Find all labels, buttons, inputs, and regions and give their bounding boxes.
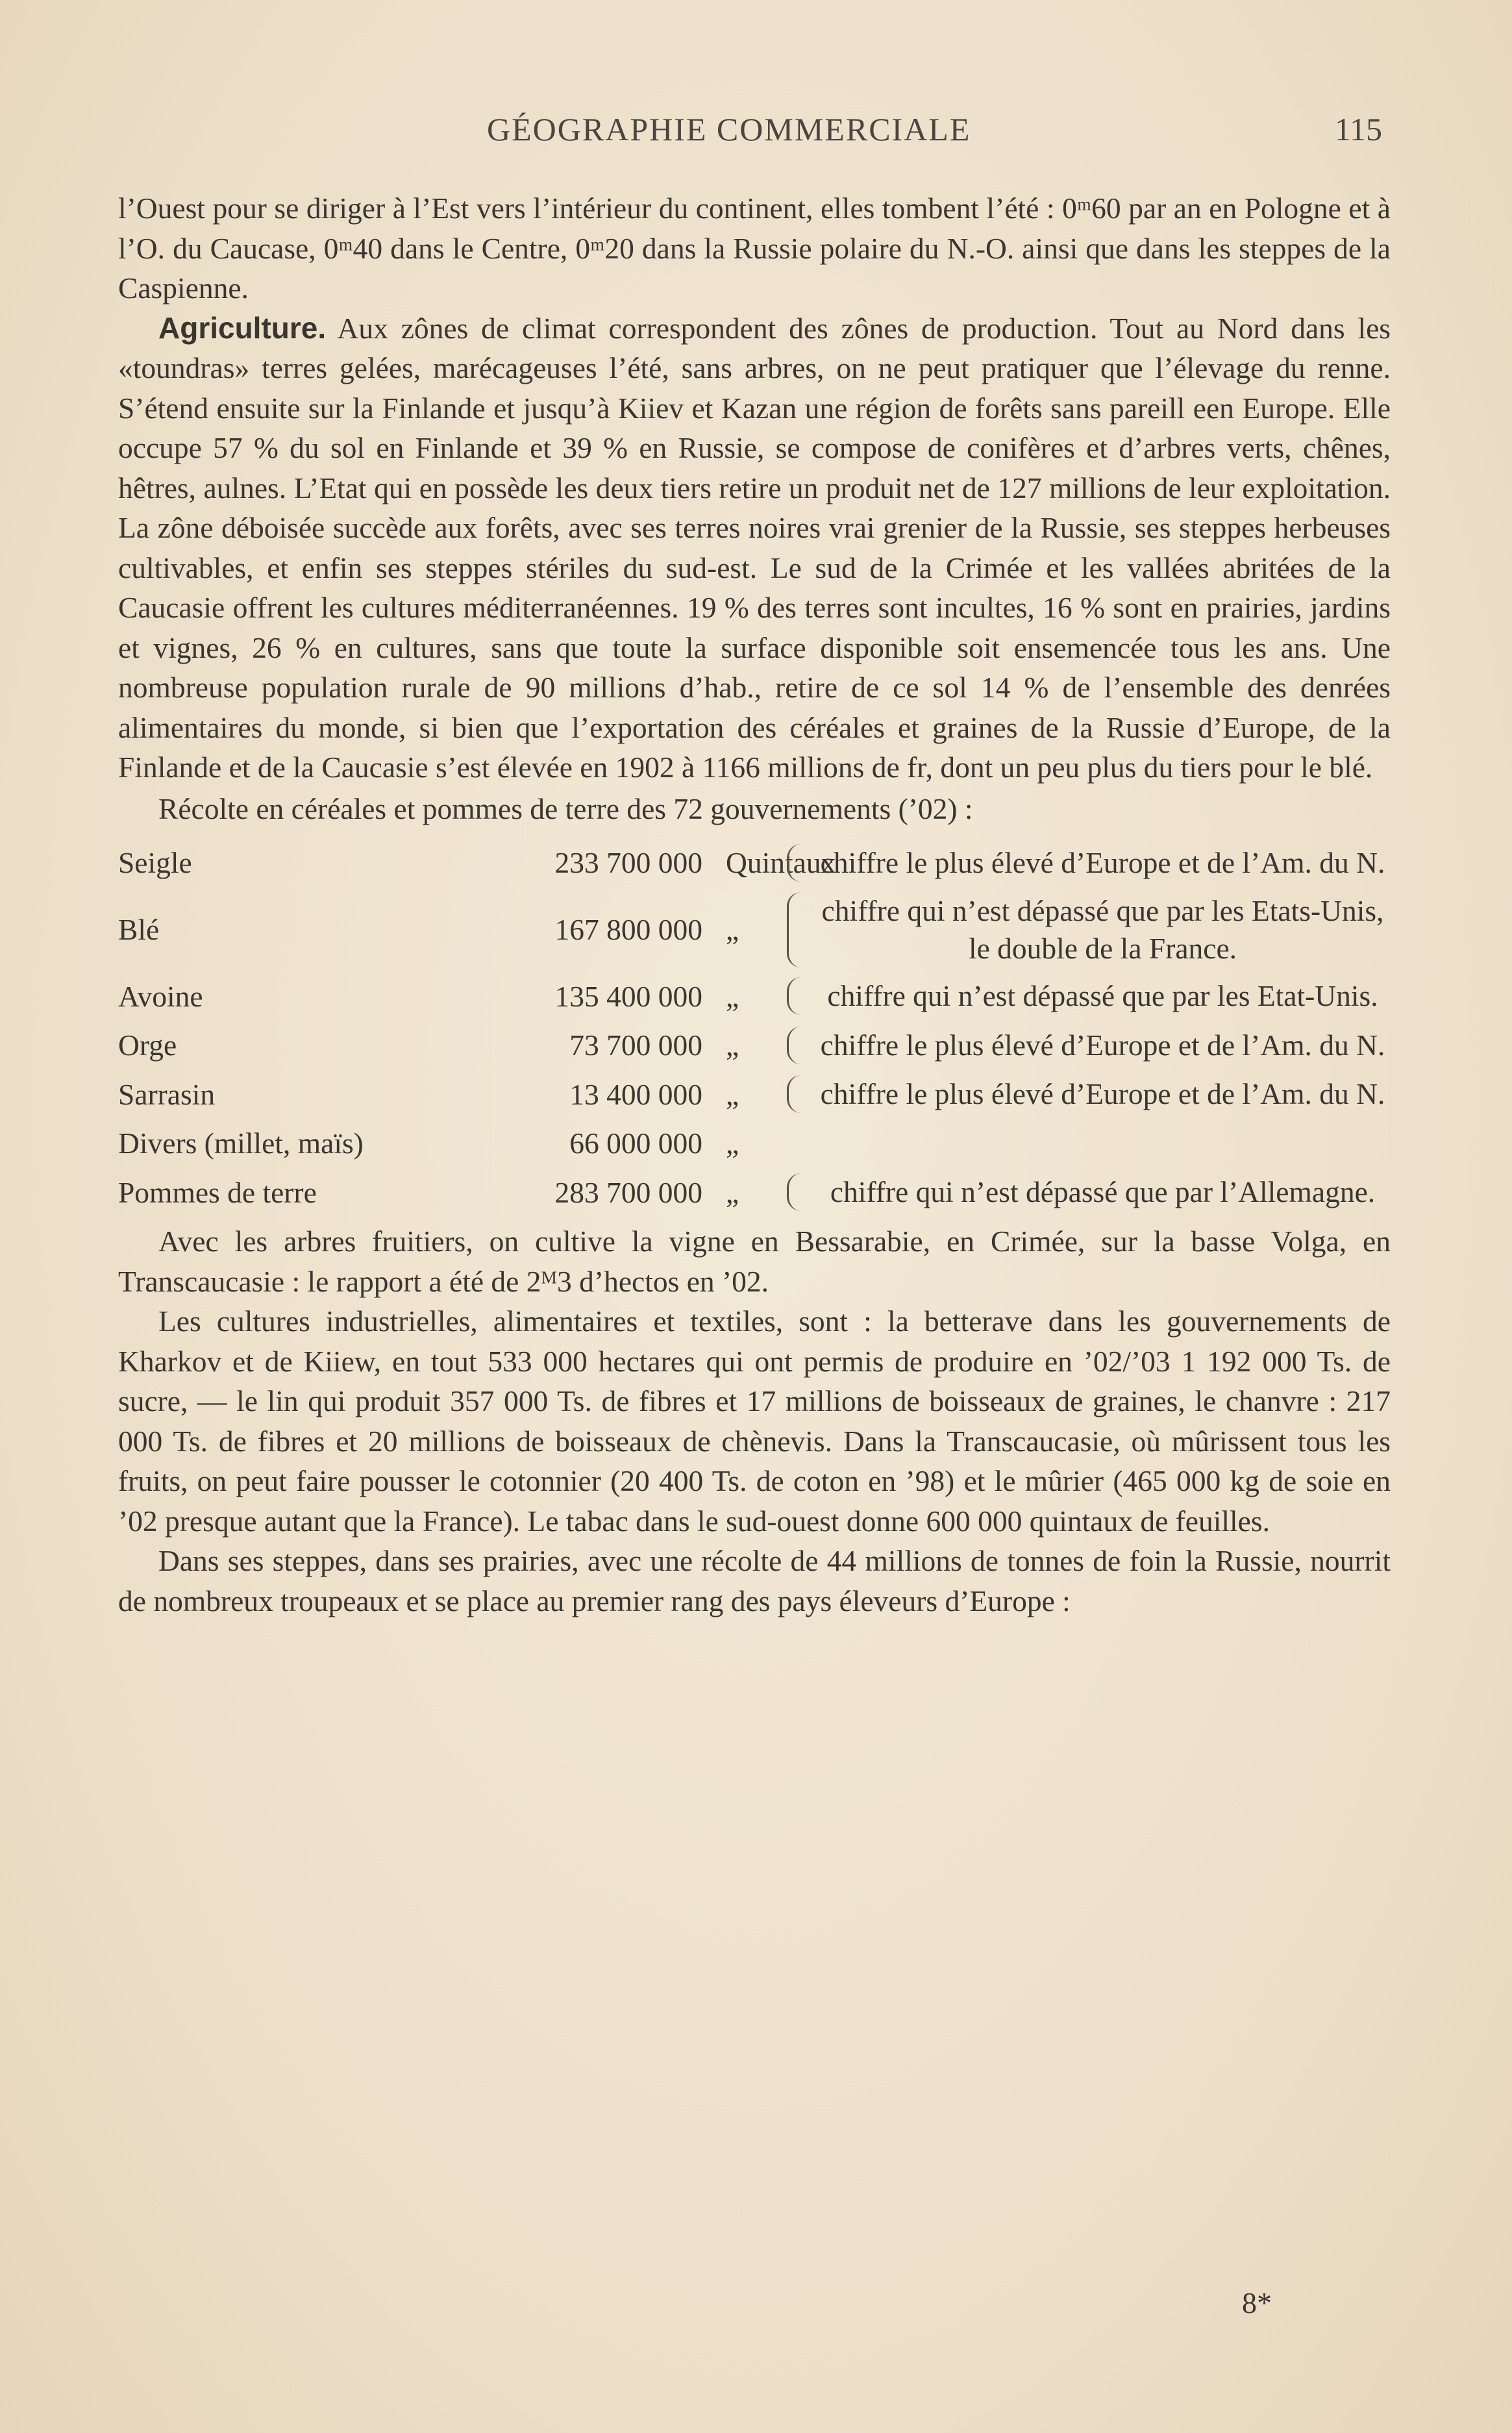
crop-name: Sarrasin bbox=[118, 1077, 216, 1111]
body-text bbox=[118, 188, 1391, 1621]
crop-quantity: 135 400 000 bbox=[554, 979, 702, 1013]
crop-quantity: 66 000 000 bbox=[569, 1127, 702, 1160]
paragraph-climate: l’Ouest pour se diriger à l’Est vers l’intérieur du continent, elles tombent l’été : 0ᵐ60 par an en Pologne et à l’O. du Caucase, 0ᵐ40 dans le Centre, 0ᵐ20 dans la Russie polaire du N.-O. ainsi que dans les steppes de la Caspienne. bbox=[118, 192, 1391, 305]
table-row bbox=[118, 843, 1391, 883]
page-header bbox=[0, 110, 1512, 156]
paragraph-agriculture bbox=[118, 308, 1391, 788]
crop-unit: „ bbox=[726, 1127, 739, 1160]
harvest-intro: Récolte en céréales et pommes de terre des 72 gouvernements (’02) : bbox=[158, 792, 973, 825]
crop-quantity: 167 800 000 bbox=[554, 912, 702, 946]
crop-quantity: 233 700 000 bbox=[554, 846, 702, 879]
crop-quantity: 13 400 000 bbox=[569, 1077, 702, 1111]
page-number: 115 bbox=[1334, 111, 1382, 147]
table-row bbox=[118, 1075, 1391, 1115]
crop-unit: „ bbox=[726, 1175, 739, 1209]
paragraph-industrial-crops: Les cultures industrielles, alimentaires et textiles, sont : la betterave dans les gouvernements de Kharkov et de Kiiew, en tout 533 000 hectares qui ont permis de produire en ’02/’03 1 192 000 Ts. de sucre, — le lin qui produit 357 000 Ts. de fibres et 17 millions de boisseaux de graines, le chanvre : 217 000 Ts. de fibres et 20 millions de boisseaux de chènevis. Dans la Transcaucasie, où mûrissent tous les fruits, on peut faire pousser le cotonnier (20 400 Ts. de coton en ’98) et le mûrier (465 000 kg de soie en ’02 presque autant que la France). Le tabac dans le sud-ouest donne 600 000 quintaux de feuilles. bbox=[118, 1304, 1391, 1538]
crop-unit: „ bbox=[726, 1029, 739, 1062]
table-row bbox=[118, 977, 1391, 1017]
crop-remark: chiffre le plus élevé d’Europe et de l’Am. du N. bbox=[787, 844, 1391, 882]
crop-name: Seigle bbox=[118, 846, 192, 879]
crop-unit: „ bbox=[726, 979, 739, 1013]
crop-name: Divers (millet, maïs) bbox=[118, 1127, 364, 1160]
signature-mark: 8* bbox=[1242, 2286, 1272, 2319]
agriculture-text: Aux zônes de climat correspondent des zônes de production. Tout au Nord dans les «toundras» terres gelées, marécageuses l’été, sans arbres, on ne peut pratiquer que l’élevage du renne. S’étend ensuite sur la Finlande et jusqu’à Kiiev et Kazan une région de forêts sans pareill een Europe. Elle occupe 57 % du sol en Finlande et 39 % en Russie, se compose de conifères et d’arbres verts, chênes, hêtres, aulnes. L’Etat qui en possède les deux tiers retire un produit net de 127 millions de leur exploitation. La zône déboisée succède aux forêts, avec ses terres noires vrai grenier de la Russie, ses steppes herbeuses cultivables, et enfin ses steppes stériles du sud-est. Le sud de la Crimée et les vallées abritées de la Caucasie offrent les cultures méditerranéennes. 19 % des terres sont incultes, 16 % sont en prairies, jardins et vignes, 26 % en cultures, sans que toute la surface disponible soit ensemencée tous les ans. Une nombreuse population rurale de 90 millions d’hab., retire de ce sol 14 % de l’ensemble des denrées alimentaires du monde, si bien que l’exportation des céréales et graines de la Russie d’Europe, de la Finlande et de la Caucasie s’est élevée en 1902 à 1166 millions de fr, dont un peu plus du tiers pour le blé. bbox=[118, 311, 1391, 784]
crop-name: Pommes de terre bbox=[118, 1175, 317, 1209]
table-row bbox=[118, 892, 1391, 967]
section-heading-agriculture: Agriculture. bbox=[158, 310, 327, 345]
crop-remark: chiffre qui n’est dépassé que par les Etat-Unis. bbox=[787, 977, 1391, 1015]
table-row bbox=[118, 1123, 1391, 1164]
paragraph-steppes: Dans ses steppes, dans ses prairies, avec une récolte de 44 millions de tonnes de foin la Russie, nourrit de nombreux troupeaux et se place au premier rang des pays éleveurs d’Europe : bbox=[118, 1544, 1391, 1617]
table-row bbox=[118, 1173, 1391, 1213]
crop-name: Avoine bbox=[118, 979, 203, 1013]
crop-remark: chiffre qui n’est dépassé que par l’Allemagne. bbox=[787, 1173, 1391, 1211]
crop-remark: chiffre le plus élevé d’Europe et de l’Am. du N. bbox=[787, 1027, 1391, 1064]
crop-unit: „ bbox=[726, 1077, 739, 1111]
table-row bbox=[118, 1025, 1391, 1066]
crop-unit: „ bbox=[726, 912, 739, 946]
crop-name: Orge bbox=[118, 1029, 177, 1062]
crop-name: Blé bbox=[118, 912, 160, 946]
crop-remark: chiffre qui n’est dépassé que par les Etats-Unis, le double de la France. bbox=[787, 892, 1391, 967]
harvest-table bbox=[118, 843, 1391, 1212]
crop-quantity: 73 700 000 bbox=[569, 1029, 702, 1062]
crop-remark: chiffre le plus élevé d’Europe et de l’Am. du N. bbox=[787, 1075, 1391, 1113]
paragraph-fruit: Avec les arbres fruitiers, on cultive la vigne en Bessarabie, en Crimée, sur la basse Volga, en Transcaucasie : le rapport a été de 2ᴹ3 d’hectos en ’02. bbox=[118, 1225, 1391, 1298]
crop-quantity: 283 700 000 bbox=[554, 1175, 702, 1209]
crop-unit: Quintaux bbox=[726, 846, 836, 879]
running-title: GÉOGRAPHIE COMMERCIALE bbox=[487, 111, 971, 147]
